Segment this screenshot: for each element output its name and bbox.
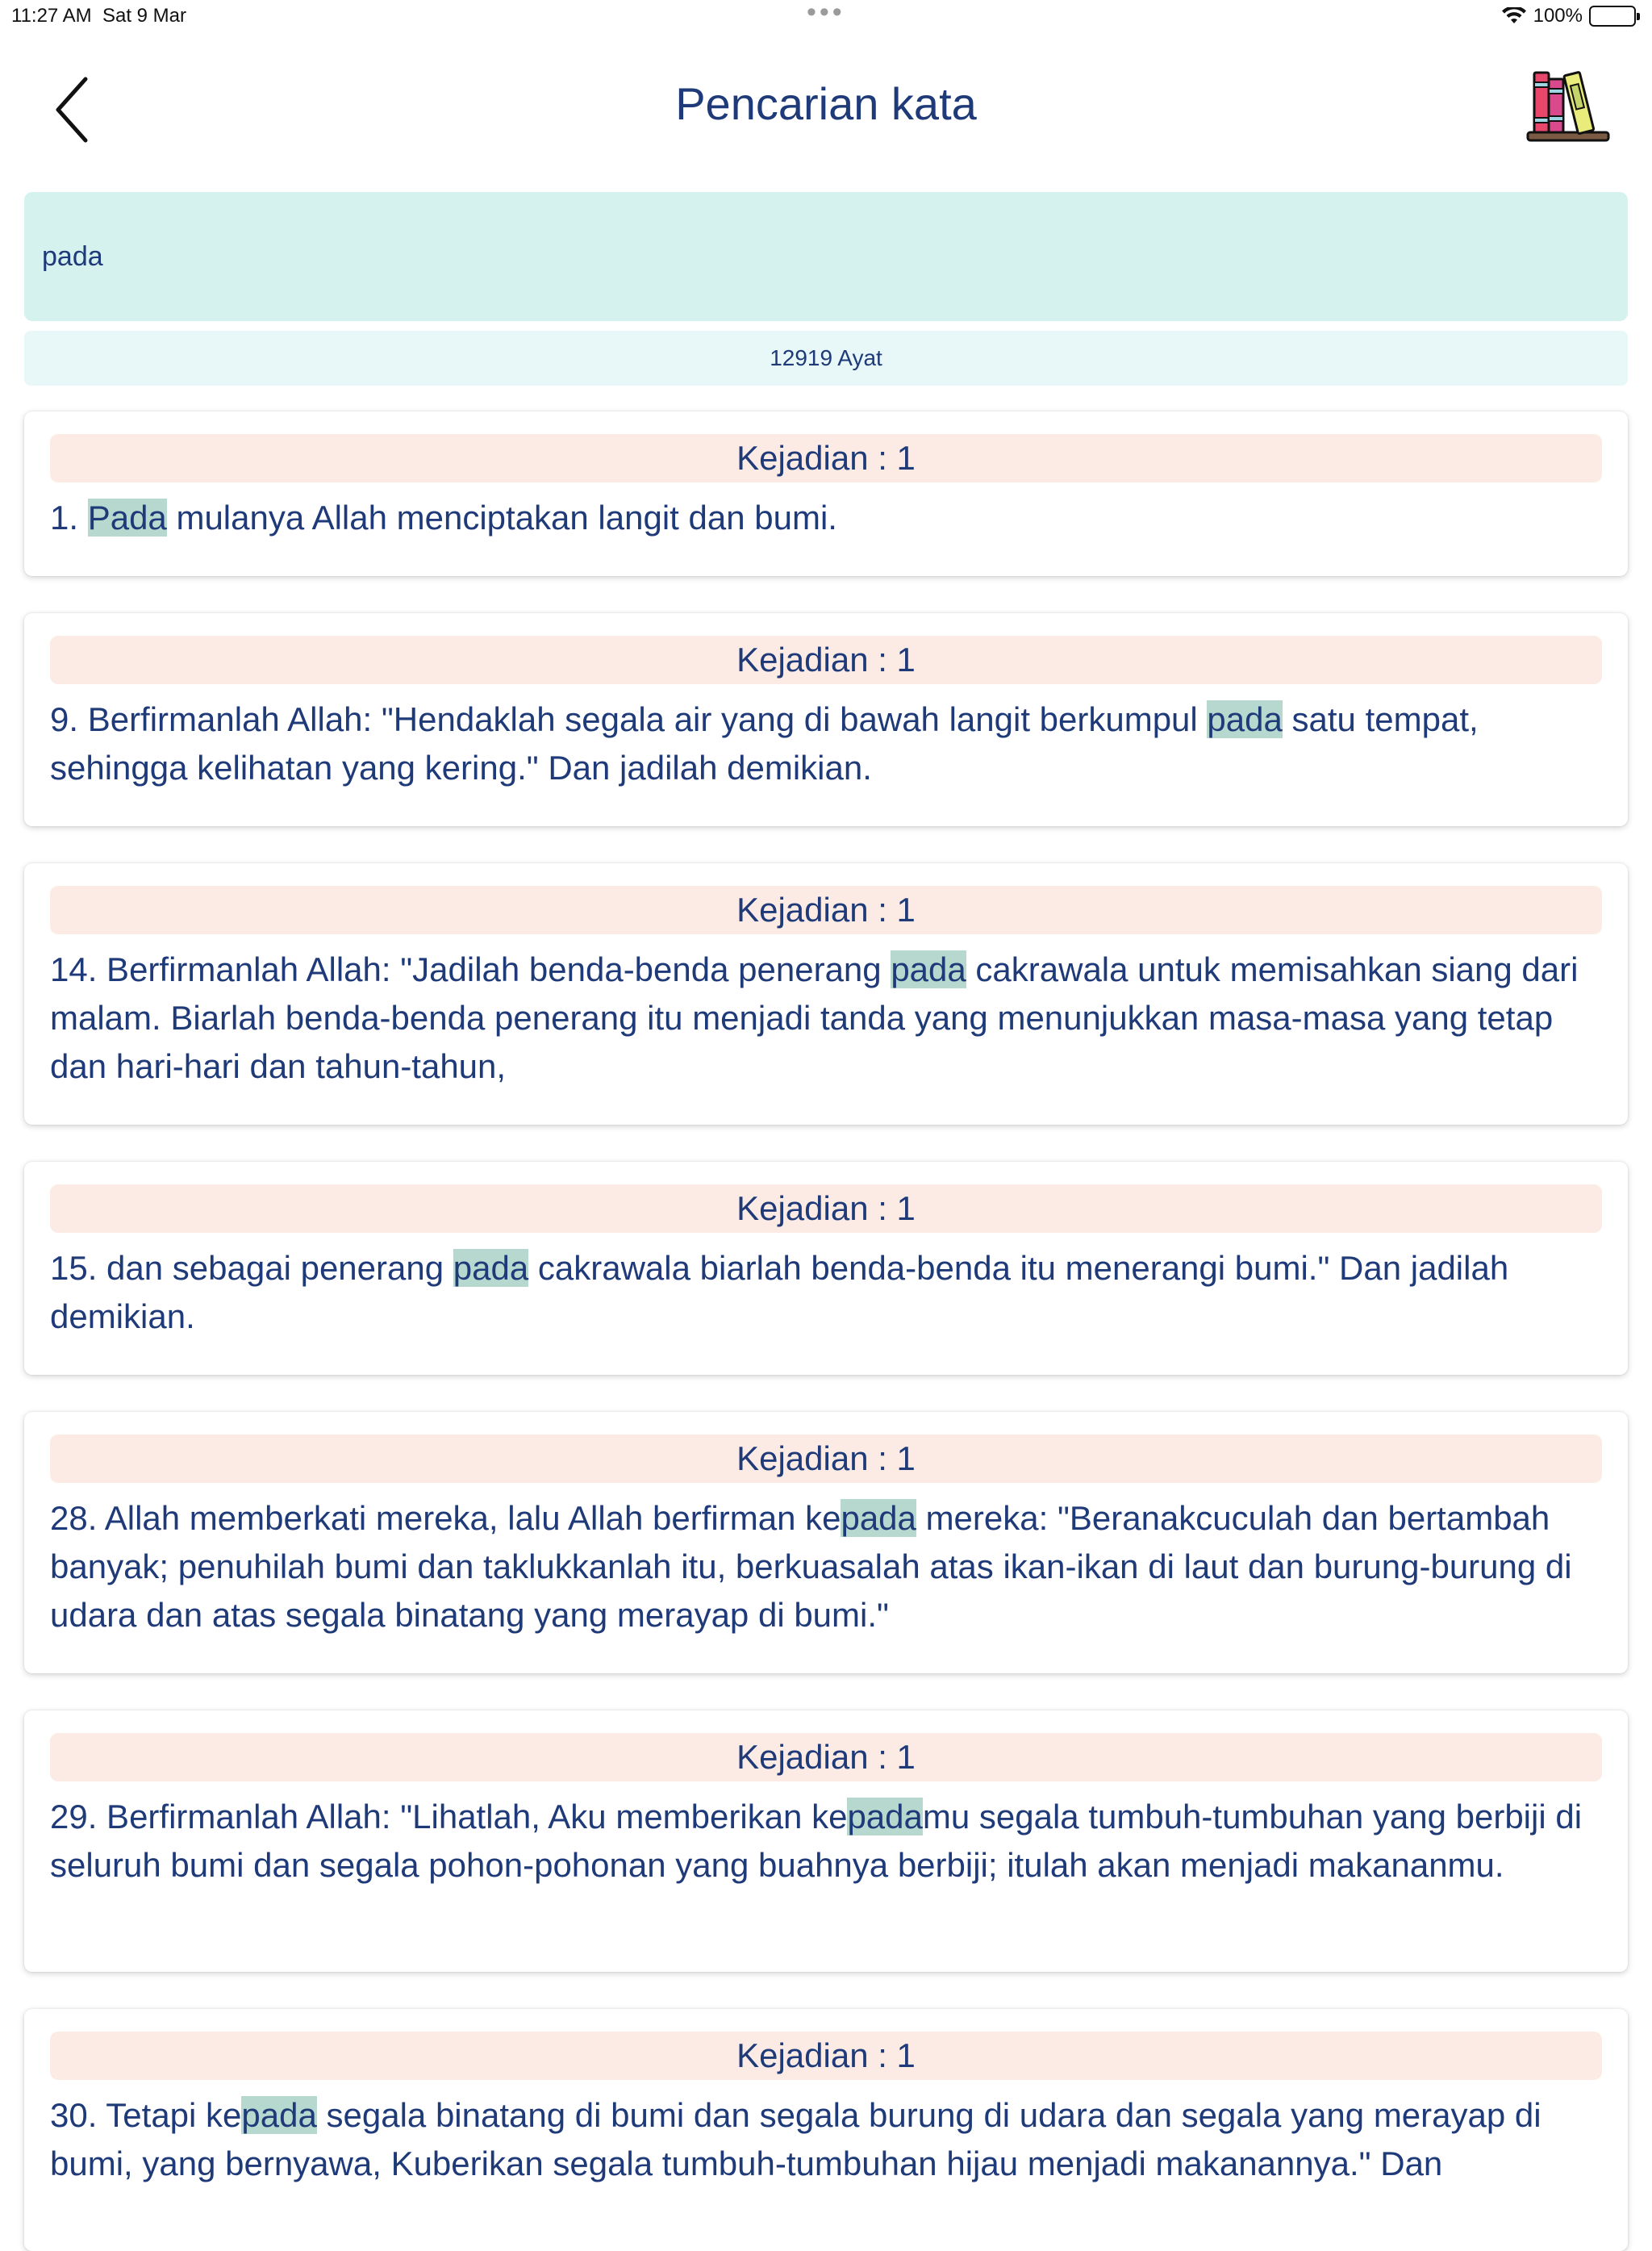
multitasking-dots-icon[interactable]: ••• — [807, 0, 845, 27]
verse-card[interactable] — [24, 411, 1628, 576]
search-match-highlight: pada — [847, 1798, 923, 1835]
verse-text-segment: 30. Tetapi ke — [50, 2096, 242, 2134]
result-count: 12919 Ayat — [24, 331, 1628, 386]
verse-text — [50, 1244, 1602, 1341]
verse-card[interactable] — [24, 613, 1628, 826]
verse-card[interactable] — [24, 1162, 1628, 1375]
verse-text-segment: 9. Berfirmanlah Allah: "Hendaklah segala air yang di bawah langit berkumpul — [50, 700, 1208, 738]
page-title: Pencarian kata — [675, 78, 977, 129]
verse-text-segment: mulanya Allah menciptakan langit dan bumi. — [166, 499, 837, 537]
verse-text-segment: mereka: "Beranakcuculah dan bertambah banyak; penuhilah bumi dan taklukkanlah itu, berkuasalah atas ikan-ikan di laut dan burung-burung di udara dan atas segala binatang yang merayap di bumi." — [50, 1499, 1572, 1634]
verse-card[interactable] — [24, 1412, 1628, 1673]
status-date: Sat 9 Mar — [102, 5, 187, 27]
verse-reference: Kejadian : 1 — [50, 1435, 1602, 1483]
bookshelf-icon[interactable] — [1525, 65, 1612, 145]
verse-text-segment: segala binatang di bumi dan segala burung di udara dan segala yang merayap di bumi, yang bernyawa, Kuberikan segala tumbuh-tumbuhan hijau menjadi makanannya." Dan — [50, 2096, 1541, 2182]
status-bar — [0, 0, 1652, 32]
verse-reference: Kejadian : 1 — [50, 434, 1602, 482]
search-match-highlight: pada — [1207, 700, 1283, 738]
verse-reference: Kejadian : 1 — [50, 886, 1602, 934]
search-match-highlight: pada — [841, 1499, 916, 1537]
verse-text — [50, 695, 1602, 792]
search-box[interactable] — [24, 192, 1628, 321]
verse-reference: Kejadian : 1 — [50, 1184, 1602, 1233]
status-time — [11, 5, 186, 27]
verse-reference: Kejadian : 1 — [50, 1733, 1602, 1781]
verse-text-segment: mu segala tumbuh-tumbuhan yang berbiji di seluruh bumi dan segala pohon-pohonan yang buahnya berbiji; itulah akan menjadi makananmu. — [50, 1798, 1583, 1884]
verse-card[interactable] — [24, 1710, 1628, 1972]
verse-reference: Kejadian : 1 — [50, 2032, 1602, 2080]
search-match-highlight: pada — [891, 950, 966, 988]
search-match-highlight: pada — [453, 1249, 529, 1287]
verse-text-segment: satu tempat, sehingga kelihatan yang kering." Dan jadilah demikian. — [50, 700, 1479, 787]
verse-text — [50, 494, 1602, 542]
navigation-bar — [0, 48, 1652, 161]
verse-text-segment: 1. — [50, 499, 88, 537]
verse-reference: Kejadian : 1 — [50, 636, 1602, 684]
verse-text-segment: 15. dan sebagai penerang — [50, 1249, 453, 1287]
search-match-highlight: Pada — [87, 499, 167, 537]
battery-percent: 100% — [1533, 5, 1583, 27]
verse-card[interactable] — [24, 863, 1628, 1125]
battery-icon — [1589, 6, 1636, 27]
verse-text-segment: cakrawala untuk memisahkan siang dari malam. Biarlah benda-benda penerang itu menjadi tanda yang menunjukkan masa-masa yang tetap dan hari-hari dan tahun-tahun, — [50, 950, 1579, 1085]
verse-text — [50, 2091, 1602, 2188]
verse-text-segment: 14. Berfirmanlah Allah: "Jadilah benda-benda penerang — [50, 950, 891, 988]
verse-text-segment: 29. Berfirmanlah Allah: "Lihatlah, Aku memberikan ke — [50, 1798, 848, 1835]
search-input[interactable] — [42, 241, 1628, 273]
search-match-highlight: pada — [241, 2096, 317, 2134]
verse-text — [50, 946, 1602, 1091]
verse-text-segment: 28. Allah memberkati mereka, lalu Allah berfirman ke — [50, 1499, 841, 1537]
status-right — [1501, 5, 1636, 27]
verse-card[interactable] — [24, 2009, 1628, 2251]
verse-text — [50, 1793, 1602, 1890]
status-clock: 11:27 AM — [11, 5, 92, 27]
verse-text-segment: cakrawala biarlah benda-benda itu menerangi bumi." Dan jadilah demikian. — [50, 1249, 1509, 1335]
verse-text — [50, 1494, 1602, 1639]
wifi-icon — [1501, 7, 1527, 25]
